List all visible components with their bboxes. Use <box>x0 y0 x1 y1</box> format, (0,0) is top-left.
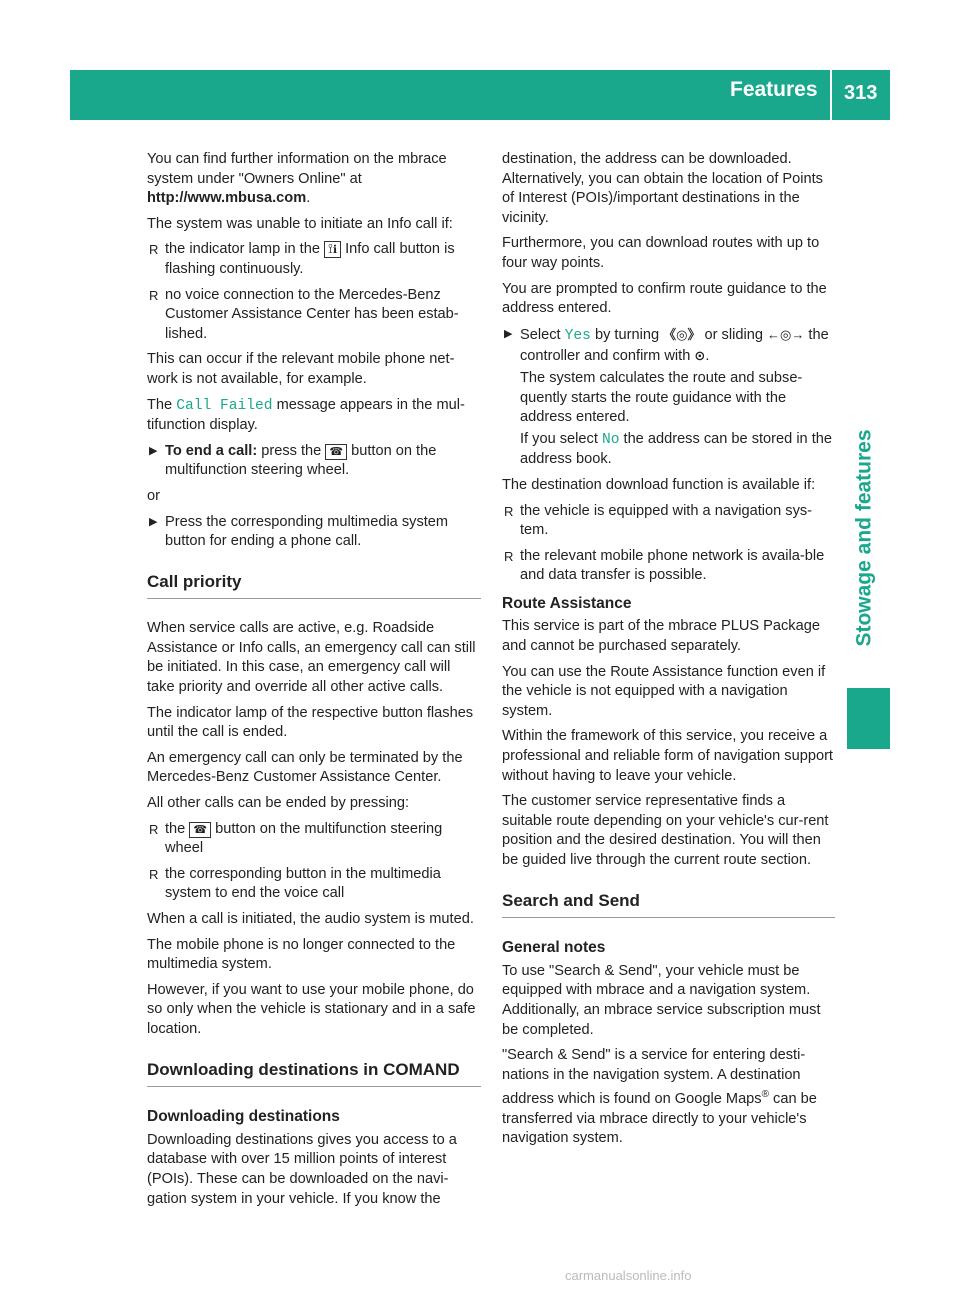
list-item: R the corresponding button in the multimedia system to end the voice call <box>149 865 441 902</box>
paragraph: The indicator lamp of the respective button flashes until the call is ended. <box>147 704 474 741</box>
list-item: R the vehicle is equipped with a navigation sys-tem. <box>504 502 813 539</box>
paragraph: "Search & Send" is a service for entering desti-nations in the navigation system. A destination address which is found on Google Maps® can be transferred via mbrace directly to your vehicle's navigation system. <box>502 1047 817 1147</box>
paragraph: Downloading destinations gives you access to a database with over 15 million points of interest (POIs). These can be downloaded on the navi-gation system in your vehicle. If you know the <box>147 1131 457 1207</box>
step-result: The system calculates the route and subse-quently starts the route guidance with the address entered. <box>520 369 803 426</box>
page-number: 313 <box>844 82 878 104</box>
controller-slide-icon: ←◎→ <box>767 326 805 342</box>
bullet-icon: R <box>504 548 514 564</box>
registered-mark: ® <box>761 1089 769 1101</box>
paragraph: However, if you want to use your mobile phone, do so only when the vehicle is stationary and in a safe location. <box>147 981 476 1037</box>
bullet-icon: R <box>149 242 159 258</box>
paragraph: The customer service representative finds a suitable route depending on your vehicle's cur-rent position and the desired destination. You will then be guided live through the current route section. <box>502 793 829 868</box>
paragraph: When service calls are active, e.g. Roadside Assistance or Info calls, an emergency call can still be initiated. In this case, an emergency call will take priority and override all other active calls. <box>147 620 476 696</box>
list-item: R no voice connection to the Mercedes-Benz Customer Assistance Center has been estab-lished. <box>149 286 459 342</box>
display-message: Call Failed <box>176 397 273 414</box>
bullet-icon: R <box>149 821 159 837</box>
step-item: ▶ To end a call: press the ☎ button on the multifunction steering wheel. <box>149 442 437 479</box>
section-title: Features <box>730 78 818 101</box>
website-link[interactable]: http://www.mbusa.com <box>147 190 307 207</box>
paragraph: This service is part of the mbrace PLUS Package and cannot be purchased separately. <box>502 618 820 655</box>
paragraph: Within the framework of this service, you receive a professional and reliable form of navigation support without having to leave your vehicle. <box>502 728 833 784</box>
paragraph: You can use the Route Assistance function even if the vehicle is not equipped with a navigation system. <box>502 663 826 719</box>
bullet-icon: R <box>149 287 159 303</box>
paragraph: You can find further information on the mbrace system under "Owners Online" at http://www.mbusa.com. <box>147 151 447 207</box>
paragraph: destination, the address can be downloaded. Alternatively, you can obtain the location of Points of Interest (POIs)/important destinations in the vicinity. <box>502 151 823 226</box>
bullet-icon: R <box>149 866 159 882</box>
arrow-icon: ▶ <box>149 444 158 457</box>
paragraph: All other calls can be ended by pressing: <box>147 795 410 812</box>
step-item: ▶ Select Yes by turning 《◎》 or sliding ←◎→ the controller and confirm with ⊙. The system calculates the route and subse-quently starts the route guidance with the address entered. If you select No the address can be stored in the address book. <box>502 325 835 470</box>
watermark: carmanualsonline.info <box>565 1268 692 1283</box>
side-tab <box>845 429 885 647</box>
heading-call-priority: Call priority <box>147 572 481 600</box>
paragraph: Furthermore, you can download routes with up to four way points. <box>502 235 820 271</box>
paragraph: An emergency call can only be terminated by the Mercedes-Benz Customer Assistance Center. <box>147 749 463 786</box>
subheading-general-notes: General notes <box>502 939 606 957</box>
paragraph: The Call Failed message appears in the mul-tifunction display. <box>147 396 465 434</box>
arrow-icon: ▶ <box>504 327 513 340</box>
heading-downloading: Downloading destinations in COMAND <box>147 1060 481 1088</box>
display-option-no: No <box>601 431 620 448</box>
heading-search-and-send: Search and Send <box>502 891 835 919</box>
list-item: R the ☎ button on the multifunction steering wheel <box>149 820 443 857</box>
step-result: If you select No the address can be stored in the address book. <box>520 430 833 468</box>
subheading-downloading: Downloading destinations <box>147 1108 340 1126</box>
list-item: R the relevant mobile phone network is availa-ble and data transfer is possible. <box>504 547 825 584</box>
list-item: R the indicator lamp in the ⟟ℹ Info call button is flashing continuously. <box>149 241 455 277</box>
paragraph: This can occur if the relevant mobile phone net-work is not available, for example. <box>147 351 455 387</box>
step-item: ▶ Press the corresponding multimedia system button for ending a phone call. <box>149 513 449 550</box>
header-divider <box>830 70 832 120</box>
paragraph: or <box>147 487 160 504</box>
paragraph: To use "Search & Send", your vehicle must be equipped with mbrace and a navigation system. Additionally, an mbrace service subscription must be completed. <box>502 962 821 1038</box>
controller-press-icon: ⊙ <box>694 348 706 364</box>
hang-up-button-icon: ☎ <box>189 822 211 838</box>
left-column <box>147 150 481 1215</box>
controller-turn-icon: 《◎》 <box>663 326 701 342</box>
hang-up-button-icon: ☎ <box>325 444 347 460</box>
arrow-icon: ▶ <box>149 515 158 528</box>
paragraph: The system was unable to initiate an Info call if: <box>147 215 453 232</box>
right-column <box>502 150 835 1155</box>
info-call-button-icon: ⟟ℹ <box>324 241 341 258</box>
display-option-yes: Yes <box>564 327 591 344</box>
bullet-icon: R <box>504 503 514 519</box>
paragraph: The mobile phone is no longer connected to the multimedia system. <box>147 936 456 973</box>
side-tab-label: Stowage and features <box>853 429 876 647</box>
paragraph: You are prompted to confirm route guidance to the address entered. <box>502 280 827 317</box>
subheading-route-assistance: Route Assistance <box>502 594 632 612</box>
paragraph: The destination download function is available if: <box>502 476 816 493</box>
paragraph: When a call is initiated, the audio system is muted. <box>147 911 474 927</box>
side-thumb-marker <box>847 688 890 749</box>
